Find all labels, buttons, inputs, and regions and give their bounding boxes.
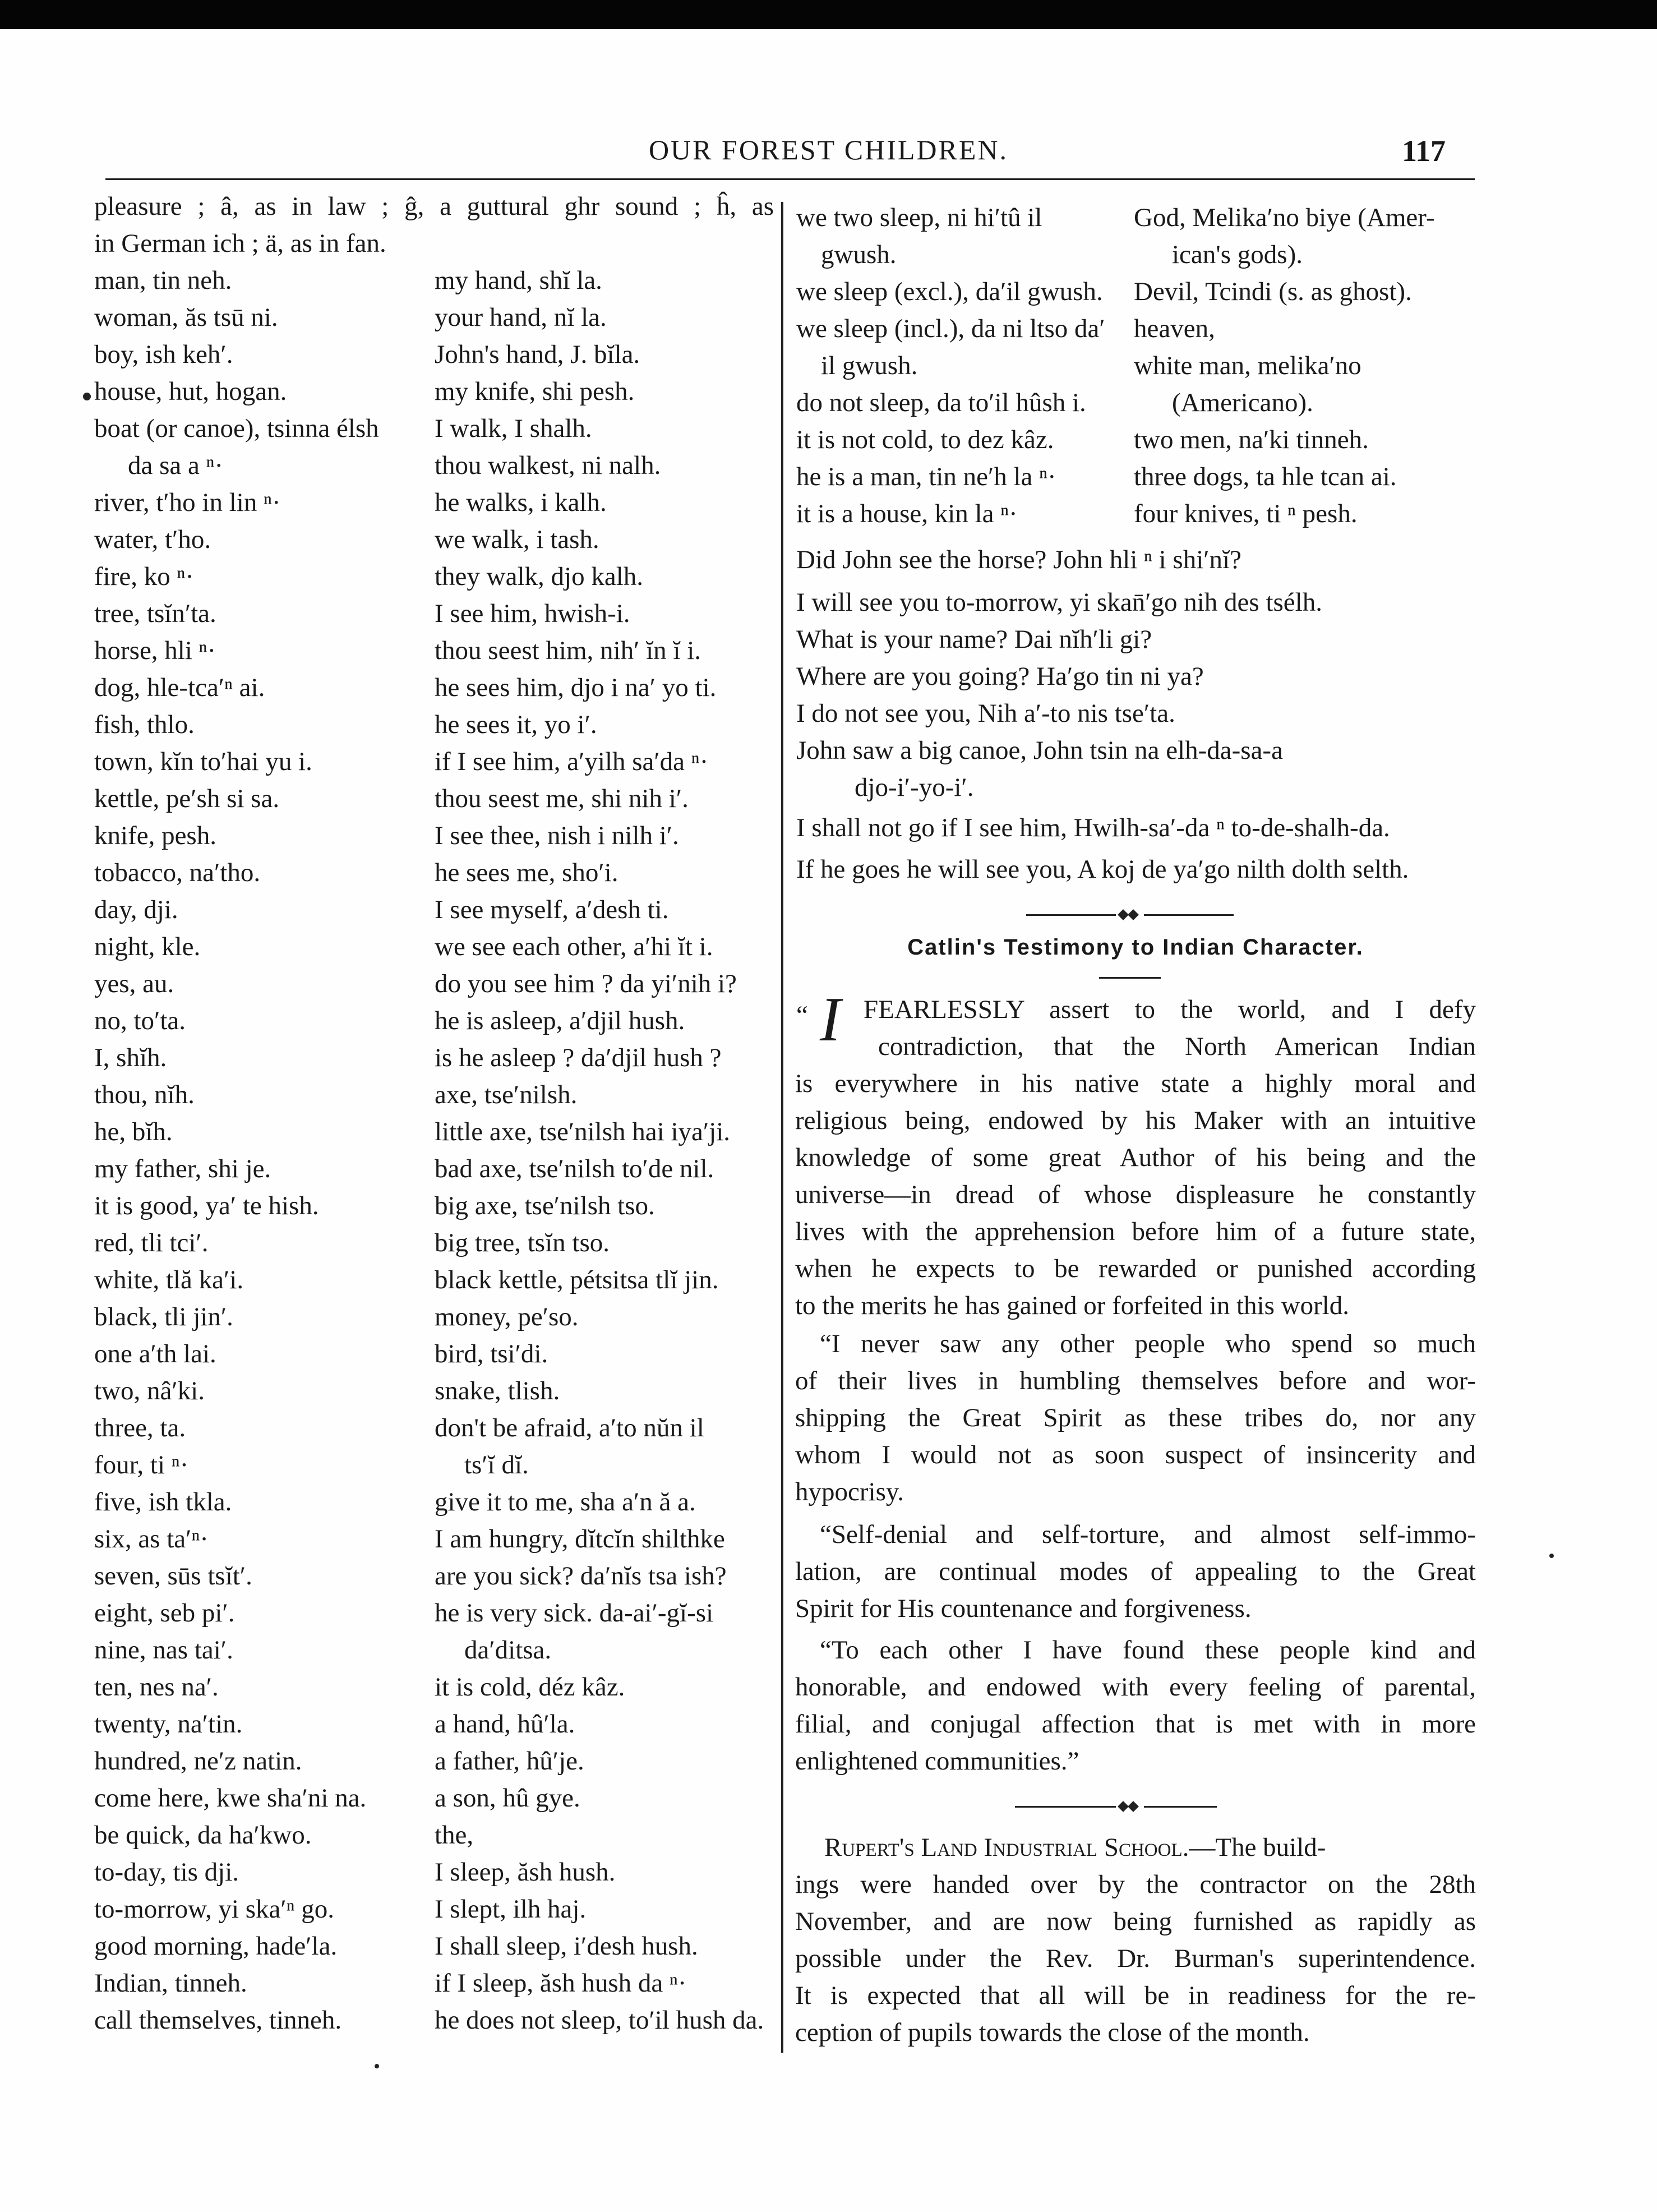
vocab-entry: I walk, I shalh.	[435, 414, 592, 443]
paragraph-line: hypocrisy.	[795, 1477, 904, 1506]
vocab-entry: horse, hli ⁿ·	[94, 636, 216, 665]
opening-quote: “	[796, 1001, 808, 1030]
vocab-entry: six, as ta′ⁿ·	[94, 1524, 209, 1554]
vocab-entry: eight, seb pi′.	[94, 1598, 235, 1628]
vocab-entry: night, kle.	[94, 932, 201, 961]
vocab-entry: I shall sleep, i′desh hush.	[435, 1932, 698, 1961]
vocab-entry: I sleep, ăsh hush.	[435, 1858, 616, 1887]
column-divider	[781, 202, 783, 2053]
vocab-entry: kettle, pe′sh si sa.	[94, 784, 280, 813]
vocab-entry: he does not sleep, to′il hush da.	[435, 2006, 764, 2035]
vocab-entry: a father, hû′je.	[435, 1746, 584, 1776]
vocab-entry: we see each other, a′hi ĭt i.	[435, 932, 713, 961]
vocab-entry: do not sleep, da to′il hûsh i.	[796, 388, 1086, 417]
vocab-entry: tree, tsĭn′ta.	[94, 599, 216, 628]
paragraph-line: It is expected that all will be in readiness for the re-	[795, 1981, 1476, 2010]
vocab-entry: to-day, tis dji.	[94, 1858, 239, 1887]
vocab-entry: white man, melika′no	[1134, 351, 1361, 380]
vocab-entry: no, to′ta.	[94, 1006, 186, 1035]
phrase-line: djo-i′-yo-i′.	[855, 773, 974, 802]
paragraph-line: ings were handed over by the contractor on the 28th	[795, 1870, 1476, 1899]
vocab-entry: Indian, tinneh.	[94, 1969, 247, 1998]
vocab-entry: he is asleep, a′djil hush.	[435, 1006, 685, 1035]
vocab-entry: house, hut, hogan.	[94, 377, 287, 406]
scan-top-border	[0, 0, 1657, 29]
vocab-entry: dog, hle-tca′ⁿ ai.	[94, 673, 265, 702]
vocab-entry: seven, sūs tsĭt′.	[94, 1561, 252, 1591]
vocab-entry: he is a man, tin ne′h la ⁿ·	[796, 462, 1056, 491]
vocab-entry: fish, thlo.	[94, 710, 195, 739]
vocab-entry: ts′ĭ dĭ.	[464, 1450, 529, 1480]
vocab-entry: black, tli jin′.	[94, 1302, 233, 1331]
header-rule	[105, 178, 1475, 180]
vocab-entry: day, dji.	[94, 895, 178, 924]
drop-cap: I	[820, 985, 841, 1054]
phrase-line: If he goes he will see you, A koj de ya′go nilth dolth selth.	[796, 855, 1409, 884]
paragraph-line: is everywhere in his native state a highly moral and	[795, 1069, 1476, 1098]
vocab-entry: yes, au.	[94, 969, 174, 998]
vocab-entry: two, nâ′ki.	[94, 1376, 205, 1405]
vocab-entry: we sleep (incl.), da ni ltso da′	[796, 314, 1105, 343]
vocab-entry: one a′th lai.	[94, 1339, 216, 1368]
vocab-entry: be quick, da ha′kwo.	[94, 1821, 312, 1850]
vocab-entry: (Americano).	[1172, 388, 1313, 417]
vocab-entry: my hand, shĭ la.	[435, 266, 602, 295]
vocab-entry: da sa a ⁿ·	[128, 451, 224, 480]
paragraph-line: “Self-denial and self-torture, and almost self-immo-	[820, 1520, 1476, 1549]
ornament-rule	[1026, 914, 1116, 916]
school-heading-line	[824, 1832, 1326, 1863]
vocab-entry: Devil, Tcindi (s. as ghost).	[1134, 277, 1412, 306]
vocab-entry: da′ditsa.	[464, 1635, 552, 1665]
phrase-line: John saw a big canoe, John tsin na elh-da-sa-a	[796, 736, 1283, 765]
paragraph-line: “I never saw any other people who spend so much	[820, 1329, 1476, 1358]
vocab-entry: boy, ish keh′.	[94, 340, 233, 369]
paragraph-line: filial, and conjugal affection that is met with in more	[795, 1709, 1476, 1739]
vocab-entry: don't be afraid, a′to nŭn il	[435, 1413, 704, 1443]
paragraph-line: honorable, and endowed with every feeling of parental,	[795, 1672, 1476, 1702]
vocab-entry: money, pe′so.	[435, 1302, 579, 1331]
paragraph-line: FEARLESSLY assert to the world, and I defy	[864, 995, 1476, 1024]
vocab-entry: a hand, hû′la.	[435, 1709, 575, 1739]
vocab-entry: ican's gods).	[1172, 240, 1303, 269]
phrase-line: I will see you to-morrow, yi skan̄′go nih des tsélh.	[796, 588, 1322, 617]
paragraph-line: to the merits he has gained or forfeited in this world.	[795, 1291, 1350, 1320]
vocab-entry: snake, tlish.	[435, 1376, 560, 1405]
vocab-entry: fire, ko ⁿ·	[94, 562, 194, 591]
vocab-entry: big axe, tse′nilsh tso.	[435, 1191, 655, 1220]
paragraph-line: universe—in dread of whose displeasure he constantly	[795, 1180, 1476, 1209]
vocab-entry: if I see him, a′yilh sa′da ⁿ·	[435, 747, 709, 776]
vocab-entry: four knives, ti ⁿ pesh.	[1134, 499, 1358, 528]
phrase-line: What is your name? Dai nĭh′li gi?	[796, 625, 1152, 654]
school-heading: Rupert's Land Industrial School.	[824, 1833, 1189, 1862]
vocab-entry: he, bĭh.	[94, 1117, 173, 1146]
paragraph-line: ception of pupils towards the close of the month.	[795, 2018, 1310, 2047]
vocab-entry: I see thee, nish i nilh i′.	[435, 821, 679, 850]
vocab-entry: ten, nes na′.	[94, 1672, 219, 1702]
phrase-line: I do not see you, Nih a′-to nis tse′ta.	[796, 699, 1175, 728]
paragraph-line: lives with the apprehension before him of a future state,	[795, 1217, 1476, 1246]
vocab-entry: he sees him, djo i na′ yo ti.	[435, 673, 717, 702]
vocab-entry: tobacco, na′tho.	[94, 858, 261, 887]
vocab-entry: three dogs, ta hle tcan ai.	[1134, 462, 1397, 491]
vocab-entry: thou seest me, shi nih i′.	[435, 784, 689, 813]
vocab-entry: bird, tsi′di.	[435, 1339, 548, 1368]
vocab-entry: he is very sick. da-ai′-gĭ-si	[435, 1598, 714, 1628]
vocab-entry: we sleep (excl.), da′il gwush.	[796, 277, 1103, 306]
vocab-entry: it is not cold, to dez kâz.	[796, 425, 1054, 454]
vocab-entry: they walk, djo kalh.	[435, 562, 644, 591]
vocab-entry: your hand, nĭ la.	[435, 303, 607, 332]
title-underline	[1099, 977, 1161, 979]
vocab-entry: is he asleep ? da′djil hush ?	[435, 1043, 722, 1072]
ornament-rule	[1144, 1806, 1217, 1808]
vocab-entry: town, kĭn to′hai yu i.	[94, 747, 312, 776]
vocab-entry: two men, na′ki tinneh.	[1134, 425, 1369, 454]
vocab-entry: call themselves, tinneh.	[94, 2006, 342, 2035]
vocab-entry: my father, shi je.	[94, 1154, 271, 1183]
vocab-entry: twenty, na′tin.	[94, 1709, 243, 1739]
vocab-entry: I, shĭh.	[94, 1043, 167, 1072]
vocab-entry: heaven,	[1134, 314, 1215, 343]
phrase-line: Did John see the horse? John hli ⁿ i shi′nĭ?	[796, 545, 1241, 574]
vocab-entry: it is a house, kin la ⁿ·	[796, 499, 1018, 528]
intro-line: in German ich ; ä, as in fan.	[94, 229, 386, 258]
scan-mark	[83, 393, 91, 400]
school-heading-rest: —The build-	[1189, 1833, 1326, 1862]
paragraph-line: whom I would not as soon suspect of insincerity and	[795, 1440, 1476, 1469]
vocab-entry: boat (or canoe), tsinna élsh	[94, 414, 379, 443]
phrase-line: Where are you going? Ha′go tin ni ya?	[796, 662, 1204, 691]
vocab-entry: John's hand, J. bĭla.	[435, 340, 640, 369]
phrase-line: I shall not go if I see him, Hwilh-sa′-da ⁿ to-de-shalh-da.	[796, 813, 1390, 842]
paragraph-line: contradiction, that the North American Indian	[878, 1032, 1476, 1061]
vocab-entry: good morning, hade′la.	[94, 1932, 338, 1961]
paragraph-line: November, and are now being furnished as rapidly as	[795, 1907, 1476, 1936]
vocab-entry: nine, nas tai′.	[94, 1635, 233, 1665]
vocab-entry: three, ta.	[94, 1413, 186, 1443]
paragraph-line: lation, are continual modes of appealing to the Great	[795, 1557, 1476, 1586]
page-number: 117	[1402, 134, 1446, 168]
ornament-rule	[1015, 1806, 1116, 1808]
vocab-entry: my knife, shi pesh.	[435, 377, 635, 406]
ornament-diamond	[1128, 909, 1139, 920]
ornament-diamond	[1118, 1801, 1129, 1812]
ornament-diamond	[1128, 1801, 1139, 1812]
vocab-entry: come here, kwe sha′ni na.	[94, 1784, 367, 1813]
scan-mark	[1549, 1554, 1554, 1558]
vocab-entry: big tree, tsĭn tso.	[435, 1228, 610, 1257]
intro-line: pleasure ; â, as in law ; ĝ, a guttural ghr sound ; ĥ, as	[94, 192, 774, 221]
ornament-diamond	[1118, 909, 1129, 920]
paragraph-line: Spirit for His countenance and forgiveness.	[795, 1594, 1252, 1623]
vocab-entry: it is good, ya′ te hish.	[94, 1191, 319, 1220]
paragraph-line: “To each other I have found these people kind and	[820, 1635, 1476, 1665]
vocab-entry: the,	[435, 1821, 474, 1850]
paragraph-line: enlightened communities.”	[795, 1746, 1079, 1776]
vocab-entry: it is cold, déz kâz.	[435, 1672, 625, 1702]
vocab-entry: river, t′ho in lin ⁿ·	[94, 488, 281, 517]
vocab-entry: I slept, ilh haj.	[435, 1895, 587, 1924]
vocab-entry: gwush.	[821, 240, 897, 269]
vocab-entry: we two sleep, ni hi′tû il	[796, 203, 1042, 232]
vocab-entry: little axe, tse′nilsh hai iya′ji.	[435, 1117, 731, 1146]
vocab-entry: thou seest him, nih′ ĭn ĭ i.	[435, 636, 701, 665]
paragraph-line: of their lives in humbling themselves before and wor-	[795, 1366, 1476, 1395]
paragraph-line: knowledge of some great Author of his being and the	[795, 1143, 1476, 1172]
vocab-entry: he sees it, yo i′.	[435, 710, 597, 739]
vocab-entry: man, tin neh.	[94, 266, 232, 295]
vocab-entry: five, ish tkla.	[94, 1487, 232, 1517]
paragraph-line: shipping the Great Spirit as these tribes do, nor any	[795, 1403, 1476, 1432]
vocab-entry: woman, ăs tsū ni.	[94, 303, 278, 332]
vocab-entry: hundred, ne′z natin.	[94, 1746, 302, 1776]
vocab-entry: to-morrow, yi ska′ⁿ go.	[94, 1895, 335, 1924]
vocab-entry: give it to me, sha a′n ă a.	[435, 1487, 696, 1517]
vocab-entry: white, tlă ka′i.	[94, 1265, 244, 1294]
vocab-entry: bad axe, tse′nilsh to′de nil.	[435, 1154, 714, 1183]
vocab-entry: we walk, i tash.	[435, 525, 599, 554]
vocab-entry: black kettle, pétsitsa tlĭ jin.	[435, 1265, 719, 1294]
vocab-entry: I am hungry, dĭtcĭn shilthke	[435, 1524, 725, 1554]
vocab-entry: if I sleep, ăsh hush da ⁿ·	[435, 1969, 687, 1998]
vocab-entry: do you see him ? da yi′nih i?	[435, 969, 737, 998]
ornament-rule	[1144, 914, 1234, 916]
vocab-entry: axe, tse′nilsh.	[435, 1080, 578, 1109]
section-title: Catlin's Testimony to Indian Character.	[907, 935, 1364, 960]
vocab-entry: red, tli tci′.	[94, 1228, 209, 1257]
vocab-entry: are you sick? da′nĭs tsa ish?	[435, 1561, 727, 1591]
vocab-entry: a son, hû gye.	[435, 1784, 580, 1813]
vocab-entry: knife, pesh.	[94, 821, 216, 850]
vocab-entry: I see myself, a′desh ti.	[435, 895, 669, 924]
vocab-entry: four, ti ⁿ·	[94, 1450, 189, 1480]
vocab-entry: il gwush.	[821, 351, 918, 380]
vocab-entry: he walks, i kalh.	[435, 488, 607, 517]
vocab-entry: he sees me, sho′i.	[435, 858, 619, 887]
vocab-entry: thou, nĭh.	[94, 1080, 195, 1109]
paragraph-line: possible under the Rev. Dr. Burman's superintendence.	[795, 1944, 1476, 1973]
vocab-entry: water, t′ho.	[94, 525, 211, 554]
paragraph-line: when he expects to be rewarded or punished according	[795, 1254, 1476, 1283]
vocab-entry: thou walkest, ni nalh.	[435, 451, 661, 480]
vocab-entry: I see him, hwish-i.	[435, 599, 630, 628]
scan-mark	[375, 2064, 379, 2068]
paragraph-line: religious being, endowed by his Maker with an intuitive	[795, 1106, 1476, 1135]
page-header-title: OUR FOREST CHILDREN.	[648, 134, 1009, 165]
vocab-entry: God, Melika′no biye (Amer-	[1134, 203, 1435, 232]
